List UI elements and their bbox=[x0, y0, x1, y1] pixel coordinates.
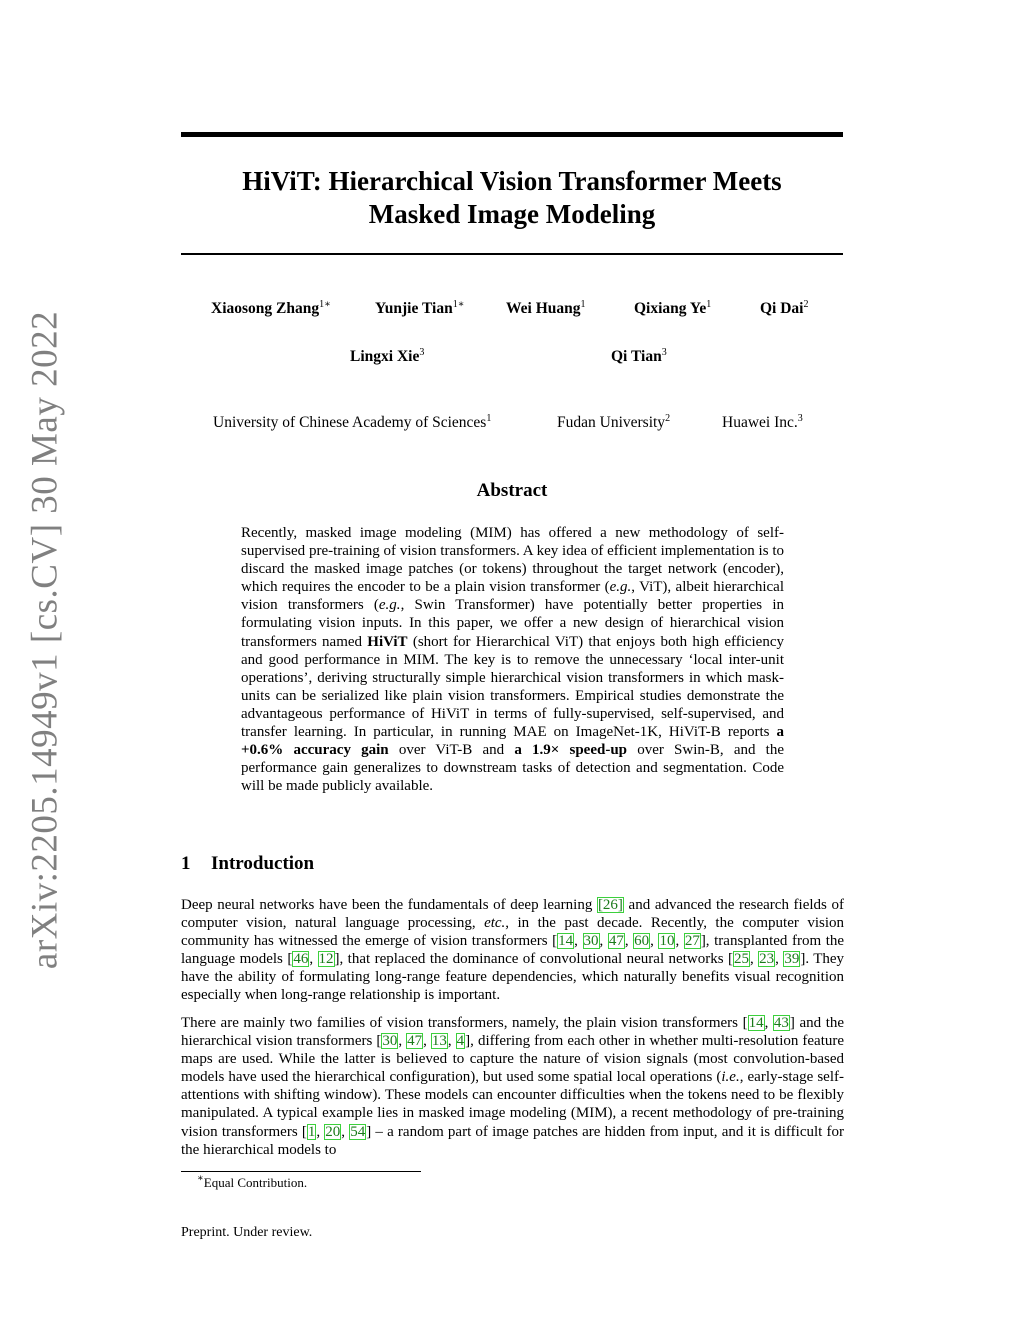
abstract-body: Recently, masked image modeling (MIM) has offered a new methodology of self-supervised pre-training of vision transformers. A key idea of efficient implementation is to discard the masked image patches (or tokens) throughout the target network (encoder), which requires the encoder to be a plain vision transformer (e.g., ViT), albeit hierarchical vision transformers (e.g., Swin Transformer) have potentially better properties in formulating vision inputs. In this paper, we offer a new design of hierarchical vision transformers named HiViT (short for Hierarchical ViT) that enjoys both high efficiency and good performance in MIM. The key is to remove the unnecessary ‘local inter-unit operations’, deriving structurally simple hierarchical vision transformers in which mask-units can be serialized like plain vision transformers. Empirical studies demonstrate the advantageous performance of HiViT in terms of fully-supervised, self-supervised, and transfer learning. In particular, in running MAE on ImageNet-1K, HiViT-B reports a +0.6% accuracy gain over ViT-B and a 1.9× speed-up over Swin-B, and the performance gain generalizes to downstream tasks of detection and segmentation. Code will be made publicly available. bbox=[241, 525, 785, 795]
citation-link[interactable]: 12 bbox=[318, 951, 334, 968]
title-bottom-rule bbox=[181, 253, 843, 255]
title-top-rule bbox=[181, 132, 843, 137]
citation-link[interactable]: 47 bbox=[608, 933, 624, 950]
citation-link[interactable]: [26] bbox=[597, 897, 623, 913]
citation-link[interactable]: 39 bbox=[784, 951, 800, 968]
author: Lingxi Xie$^3$ bbox=[350, 347, 425, 365]
citation-link[interactable]: 14 bbox=[748, 1015, 764, 1031]
citation-link[interactable]: 25 bbox=[733, 951, 749, 968]
intro-paragraph-2: There are mainly two families of vision transformers, namely, the plain vision transformers [14, 43] and the hierarchical vision transformers [30, 47, 13, 4], differing from each other in whether multi-resolution feature maps are used. While the latter is believed to capture the nature of vision signals (most convolution-based models have used the hierarchical configuration), but used some spatial local operations (i.e., early-stage self-attentions with shifting window). These models can encounter difficulties when the tokens need to be flexibly manipulated. A typical example lies in masked image modeling (MIM), a recent methodology of pre-training vision transformers [1, 20, 54] – a random part of image patches are hidden from input, and it is difficult for the hierarchical models to bbox=[181, 1015, 845, 1158]
title-line-2: Masked Image Modeling bbox=[368, 199, 656, 229]
intro-paragraph-1: Deep neural networks have been the fundamentals of deep learning [26] and advanced the research fields of computer vision, natural language processing, etc., in the past decade. Recently, the computer vision community has witnessed the emerge of vision transformers [14, 30, 47, 60, 10, 27], transplanted from the language models [46, 12], that replaced the dominance of convolutional neural networks [25, 23, 39]. They have the ability of formulating long-range feature dependencies, which naturally benefits visual recognition especially when long-range relationship is important. bbox=[181, 897, 845, 1004]
citation-link[interactable]: 30 bbox=[382, 1033, 398, 1050]
author: Xiaosong Zhang$^{1∗}$ bbox=[211, 299, 331, 317]
section-heading-introduction bbox=[181, 853, 314, 875]
citation-link[interactable]: 46 bbox=[293, 951, 309, 968]
affiliation: Fudan University$^2$ bbox=[557, 413, 671, 431]
footnote-rule bbox=[181, 1171, 421, 1172]
title-line-1: HiViT: Hierarchical Vision Transformer Meets bbox=[242, 166, 782, 196]
citation-link[interactable]: 13 bbox=[431, 1033, 447, 1050]
author: Qi Tian$^3$ bbox=[611, 347, 667, 365]
section-number: 1 bbox=[181, 853, 191, 874]
citation-link[interactable]: 1 bbox=[307, 1123, 316, 1140]
citation-link[interactable]: 4 bbox=[456, 1033, 465, 1050]
citation-link[interactable]: 14 bbox=[558, 933, 574, 950]
abstract-heading: Abstract bbox=[476, 480, 548, 501]
citation-link[interactable]: 60 bbox=[634, 933, 650, 950]
citation-link[interactable]: 30 bbox=[583, 933, 599, 950]
citation-link[interactable]: 43 bbox=[773, 1015, 789, 1031]
citation-link[interactable]: 10 bbox=[659, 933, 675, 950]
citation-link[interactable]: 47 bbox=[407, 1033, 423, 1050]
page-footer: Preprint. Under review. bbox=[181, 1225, 313, 1240]
citation-link[interactable]: 20 bbox=[325, 1123, 341, 1140]
author: Wei Huang$^1$ bbox=[506, 299, 586, 317]
citation-link[interactable]: 27 bbox=[684, 933, 700, 950]
citation-link[interactable]: 23 bbox=[759, 951, 775, 968]
affiliation: Huawei Inc.$^3$ bbox=[722, 413, 803, 431]
author: Qixiang Ye$^1$ bbox=[634, 299, 712, 317]
affiliation: University of Chinese Academy of Sciences$^1$ bbox=[213, 413, 492, 431]
section-title: Introduction bbox=[211, 853, 315, 874]
author: Qi Dai$^2$ bbox=[760, 299, 809, 317]
paper-title bbox=[181, 165, 843, 231]
footnote: ∗Equal Contribution. bbox=[197, 1173, 308, 1190]
arxiv-identifier: arXiv:2205.14949v1 [cs.CV] 30 May 2022 bbox=[24, 310, 66, 970]
citation-link[interactable]: 54 bbox=[350, 1123, 366, 1140]
author: Yunjie Tian$^{1∗}$ bbox=[375, 299, 465, 317]
